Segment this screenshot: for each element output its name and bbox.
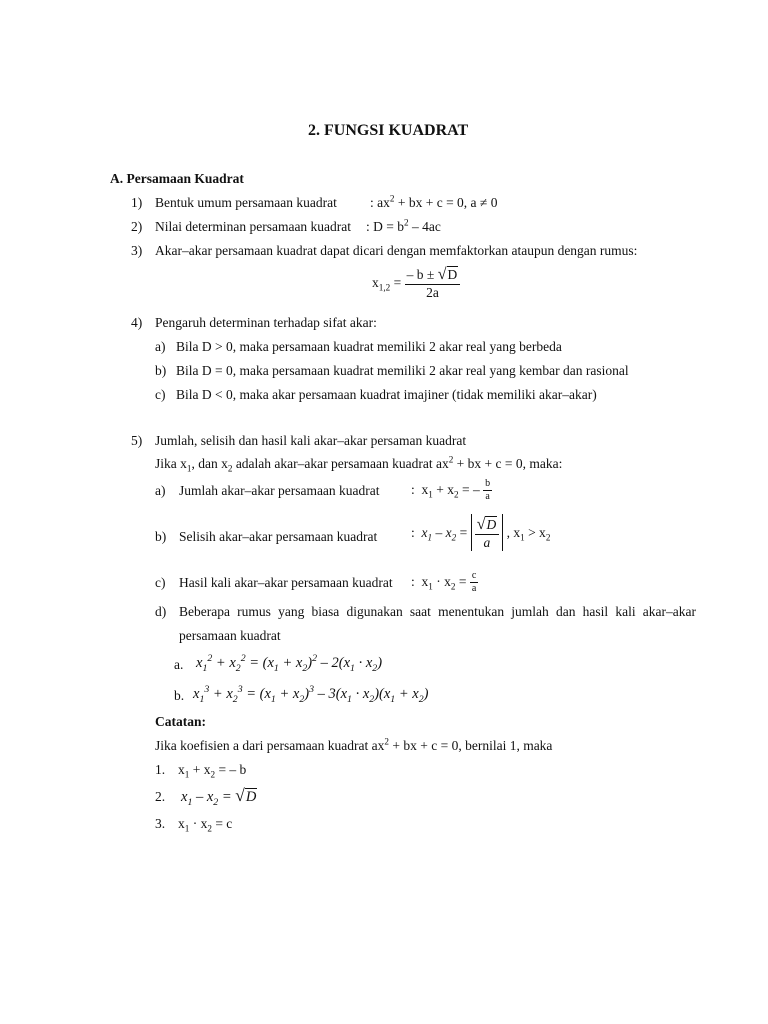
item-5a-label: Jumlah akar–akar persamaan kuadrat xyxy=(179,483,380,498)
item-5d-letter: d) xyxy=(155,604,167,619)
catatan-2-formula: $x_1 - x_2 = √D$ xyxy=(181,785,257,808)
item-1-label: Bentuk umum persamaan kuadrat xyxy=(155,195,337,210)
item-5c-letter: c) xyxy=(155,575,166,590)
sqrt-symbol: √D xyxy=(437,265,458,283)
catatan-1-formula: $x_1 + x_2$ = – b xyxy=(178,762,247,780)
quadratic-formula: $x_{1,2}$ = $\frac{- b \pm √D}{2a}$ xyxy=(372,265,460,300)
item-5c-label: Hasil kali akar–akar persamaan kuadrat xyxy=(179,575,393,590)
sum-of-roots-formula: : $x_1 + x_2$ = – $\frac{b}{a}$ xyxy=(411,478,491,502)
item-1-value: : $ax^2$ + bx + c = 0, a ≠ 0 xyxy=(370,193,498,210)
item-3-text: Akar–akar persamaan kuadrat dapat dicari dengan memfaktorkan ataupun dengan rumus: xyxy=(155,243,638,258)
formula-a-letter: a. xyxy=(174,657,184,672)
item-2-number: 2) xyxy=(131,219,143,234)
item-1-number: 1) xyxy=(131,195,143,210)
product-of-roots-formula: : $x_1 \cdot x_2$ = $\frac{c}{a}$ xyxy=(411,570,477,594)
item-2-value: : $D = b^2 - 4ac$ xyxy=(366,217,441,234)
catatan-3-number: 3. xyxy=(155,816,166,831)
absolute-value-bars: $\frac{√D}{a}$ xyxy=(471,514,504,551)
item-4-text: Pengaruh determinan terhadap sifat akar: xyxy=(155,315,377,330)
item-4b-letter: b) xyxy=(155,363,167,378)
item-4-number: 4) xyxy=(131,315,143,330)
catatan-heading: Catatan: xyxy=(155,714,206,729)
item-2-label: Nilai determinan persamaan kuadrat xyxy=(155,219,352,234)
item-4c-text: Bila D < 0, maka akar persamaan kuadrat imajiner (tidak memiliki akar–akar) xyxy=(176,387,597,402)
catatan-intro: Jika koefisien a dari persamaan kuadrat $ax^2$ + bx + c = 0, bernilai 1, maka xyxy=(155,736,553,753)
item-5-number: 5) xyxy=(131,433,143,448)
item-5-text: Jumlah, selisih dan hasil kali akar–akar persaman kuadrat xyxy=(155,433,467,448)
difference-of-roots-formula: : $x_1 - x_2$ = $\frac{√D}{a}$ , $x_1 > x_2$ xyxy=(411,515,551,550)
formula-b: $x_1^3 + x_2^3 = (x_1 + x_2)^3 - 3(x_1 \cdot x_2)(x_1 + x_2)$ xyxy=(193,684,429,705)
page-title: 2. FUNGSI KUADRAT xyxy=(308,122,469,139)
section-a-heading: A. Persamaan Kuadrat xyxy=(110,171,244,186)
item-5a-letter: a) xyxy=(155,483,166,498)
sqrt-symbol: √D xyxy=(476,515,497,533)
item-3-number: 3) xyxy=(131,243,143,258)
item-4a-text: Bila D > 0, maka persamaan kuadrat memiliki 2 akar real yang berbeda xyxy=(176,339,562,354)
item-5-intro: Jika $x_1$, dan $x_2$ adalah akar–akar persamaan kuadrat $ax^2$ + bx + c = 0, maka: xyxy=(155,454,563,474)
item-5d-line2: persamaan kuadrat xyxy=(179,628,281,643)
item-4b-text: Bila D = 0, maka persamaan kuadrat memiliki 2 akar real yang kembar dan rasional xyxy=(176,363,629,378)
item-5d-line1: Beberapa rumus yang biasa digunakan saat menentukan jumlah dan hasil kali akar–akar xyxy=(179,604,696,619)
formula-a: $x_1^2 + x_2^2 = (x_1 + x_2)^2 - 2(x_1 \cdot x_2)$ xyxy=(196,653,383,674)
item-4a-letter: a) xyxy=(155,339,166,354)
sqrt-symbol: √D xyxy=(235,785,257,805)
catatan-1-number: 1. xyxy=(155,762,166,777)
catatan-3-formula: $x_1 \cdot x_2 = c$ xyxy=(178,816,233,834)
catatan-2-number: 2. xyxy=(155,789,166,804)
formula-b-letter: b. xyxy=(174,688,185,703)
item-5b-letter: b) xyxy=(155,529,167,544)
item-5b-label: Selisih akar–akar persamaan kuadrat xyxy=(179,529,378,544)
item-4c-letter: c) xyxy=(155,387,166,402)
